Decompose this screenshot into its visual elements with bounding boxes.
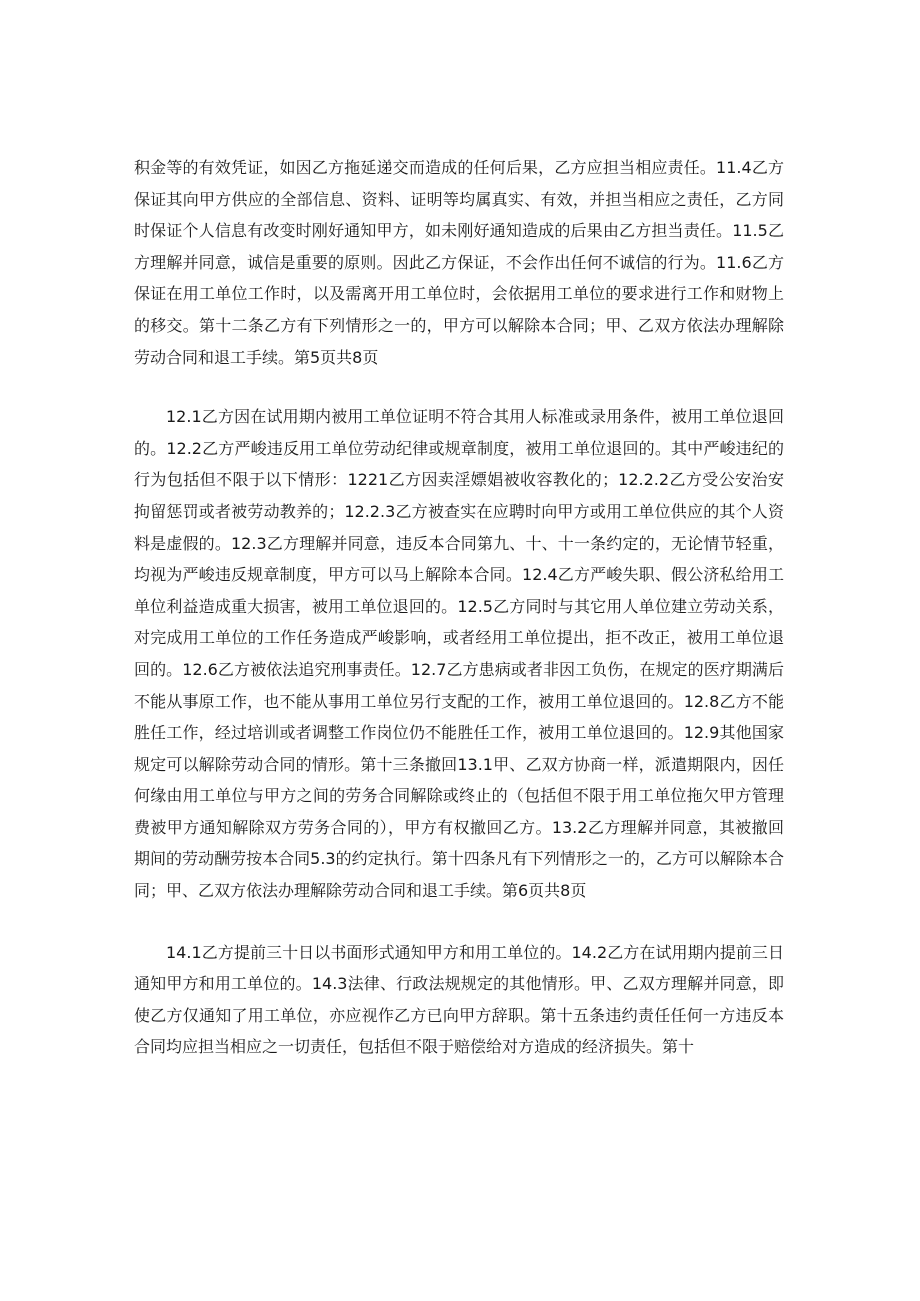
paragraph-3: 14.1乙方提前三十日以书面形式通知甲方和用工单位的。14.2乙方在试用期内提前三日通知甲方和用工单位的。14.3法律、行政法规规定的其他情形。甲、乙双方理解并同意，即使乙方仅通知了用工单位，亦应视作乙方已向甲方辞职。第十五条违约责任任何一方违反本合同均应担当相应之一切责任，包括但不限于赔偿给对方造成的经济损失。第十 <box>134 942 784 1057</box>
document-body <box>134 152 784 1091</box>
paragraph-1: 积金等的有效凭证，如因乙方拖延递交而造成的任何后果，乙方应担当相应责任。11.4乙方保证其向甲方供应的全部信息、资料、证明等均属真实、有效，并担当相应之责任，乙方同时保证个人信息有改变时刚好通知甲方，如未刚好通知造成的后果由乙方担当责任。11.5乙方理解并同意，诚信是重要的原则。因此乙方保证，不会作出任何不诚信的行为。11.6乙方保证在用工单位工作时，以及需离开用工单位时，会依据用工单位的要求进行工作和财物上的移交。第十二条乙方有下列情形之一的，甲方可以解除本合同；甲、乙双方依法办理解除劳动合同和退工手续。第5页共8页 <box>134 158 784 367</box>
paragraph-2: 12.1乙方因在试用期内被用工单位证明不符合其用人标准或录用条件，被用工单位退回的。12.2乙方严峻违反用工单位劳动纪律或规章制度，被用工单位退回的。其中严峻违纪的行为包括但不限于以下情形：1221乙方因卖淫嫖娼被收容教化的；12.2.2乙方受公安治安拘留惩罚或者被劳动教养的；12.2.3乙方被查实在应聘时向甲方或用工单位供应的其个人资料是虚假的。12.3乙方理解并同意，违反本合同第九、十、十一条约定的，无论情节轻重，均视为严峻违反规章制度，甲方可以马上解除本合同。12.4乙方严峻失职、假公济私给用工单位利益造成重大损害，被用工单位退回的。12.5乙方同时与其它用人单位建立劳动关系，对完成用工单位的工作任务造成严峻影响，或者经用工单位提出，拒不改正，被用工单位退回的。12.6乙方被依法追究刑事责任。12.7乙方患病或者非因工负伤，在规定的医疗期满后不能从事原工作，也不能从事用工单位另行支配的工作，被用工单位退回的。12.8乙方不能胜任工作，经过培训或者调整工作岗位仍不能胜任工作，被用工单位退回的。12.9其他国家规定可以解除劳动合同的情形。第十三条撤回13.1甲、乙双方协商一样，派遣期限内，因任何缘由用工单位与甲方之间的劳务合同解除或终止的（包括但不限于用工单位拖欠甲方管理费被甲方通知解除双方劳务合同的），甲方有权撤回乙方。13.2乙方理解并同意，其被撤回期间的劳动酬劳按本合同5.3的约定执行。第十四条凡有下列情形之一的，乙方可以解除本合同；甲、乙双方依法办理解除劳动合同和退工手续。第6页共8页 <box>134 407 784 901</box>
